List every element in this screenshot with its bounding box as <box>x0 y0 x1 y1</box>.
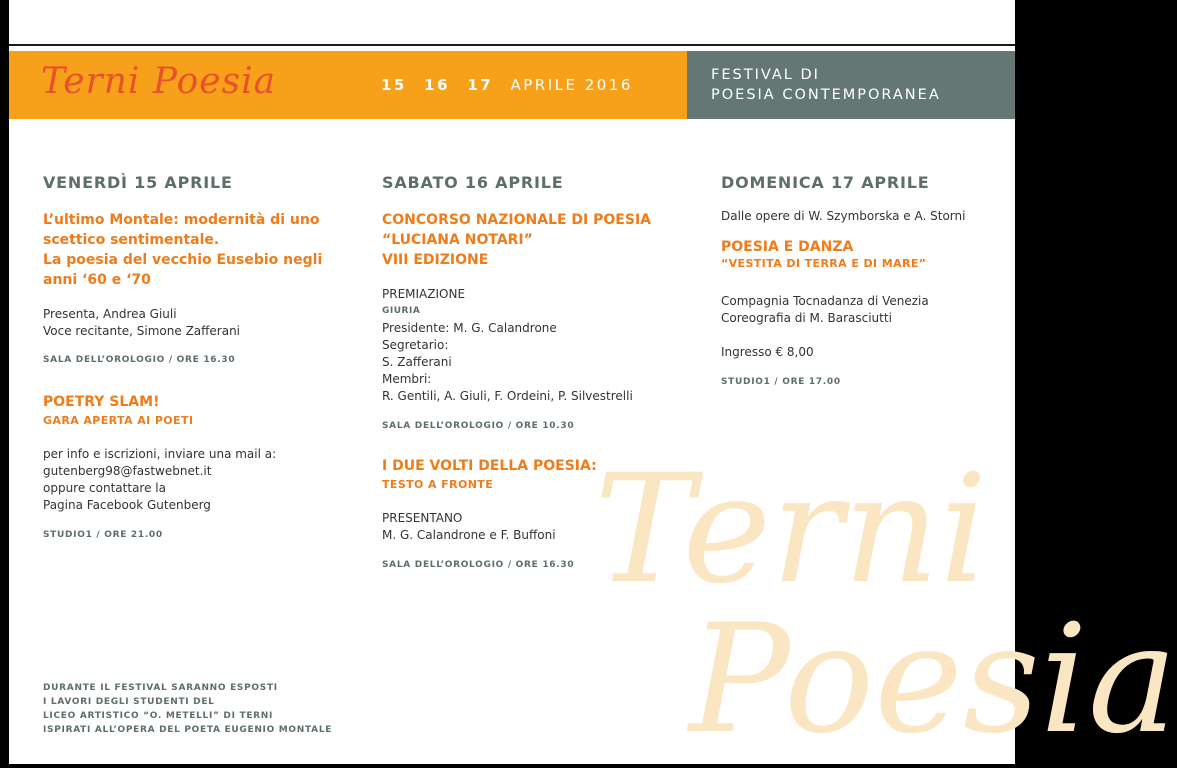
jury-list <box>382 320 692 405</box>
body-line: oppure contattare la <box>43 481 166 495</box>
event-description <box>382 510 692 544</box>
header-grey-panel <box>687 51 1015 119</box>
event-venue: SALA DELL’OROLOGIO / ORE 16.30 <box>43 355 236 365</box>
saturday-column <box>382 173 692 570</box>
event-title-line: La poesia del vecchio Eusebio negli <box>43 252 323 268</box>
body-line: Pagina Facebook Gutenberg <box>43 498 211 512</box>
event-venue: SALA DELL’OROLOGIO / ORE 16.30 <box>382 560 575 570</box>
exhibition-note <box>43 681 332 737</box>
note-line: I LAVORI DEGLI STUDENTI DEL <box>43 697 215 707</box>
header-orange-panel <box>9 51 687 119</box>
day-heading: DOMENICA 17 APRILE <box>721 173 930 192</box>
event-description <box>43 306 353 340</box>
note-line: DURANTE IL FESTIVAL SARANNO ESPOSTI <box>43 683 278 693</box>
premiazione-label: PREMIAZIONE <box>382 287 466 301</box>
event-description <box>43 446 353 514</box>
event-venue: STUDIO1 / ORE 21.00 <box>43 530 163 540</box>
festival-line: POESIA CONTEMPORANEA <box>711 87 941 103</box>
body-line: Segretario: <box>382 338 449 352</box>
festival-subtitle <box>711 65 941 105</box>
festival-dates <box>381 76 633 94</box>
event-venue: SALA DELL’OROLOGIO / ORE 10.30 <box>382 421 575 431</box>
event-title: POESIA E DANZA <box>721 239 854 255</box>
month-year: APRILE 2016 <box>510 76 633 94</box>
date-16: 16 <box>424 76 451 94</box>
top-blank-bar <box>9 0 1015 46</box>
body-line: PRESENTANO <box>382 511 463 525</box>
body-line: S. Zafferani <box>382 355 452 369</box>
sunday-column <box>721 173 1031 387</box>
body-line: Presidente: M. G. Calandrone <box>382 321 557 335</box>
event-title <box>43 210 353 290</box>
watermark-line: Terni <box>594 443 988 617</box>
date-17: 17 <box>467 76 494 94</box>
event-title: POETRY SLAM! <box>43 394 160 410</box>
ticket-price: Ingresso € 8,00 <box>721 345 814 359</box>
body-line: Coreografia di M. Barasciutti <box>721 311 892 325</box>
event-title-line: scettico sentimentale. <box>43 232 220 248</box>
day-heading: SABATO 16 APRILE <box>382 173 564 192</box>
event-subtitle: TESTO A FRONTE <box>382 478 494 491</box>
event-subtitle: GARA APERTA AI POETI <box>43 414 194 427</box>
friday-column <box>43 173 353 540</box>
date-15: 15 <box>381 76 407 94</box>
poster-page <box>9 0 1177 767</box>
jury-label: GIURIA <box>382 306 421 316</box>
body-line: per info e iscrizioni, inviare una mail a: <box>43 447 277 461</box>
event-description <box>721 293 1031 327</box>
email-address: gutenberg98@fastwebnet.it <box>43 464 212 478</box>
event-title: I DUE VOLTI DELLA POESIA: <box>382 458 597 474</box>
event-intro: Dalle opere di W. Szymborska e A. Storni <box>721 209 966 223</box>
event-subtitle: “VESTITA DI TERRA E DI MARE” <box>721 257 927 270</box>
festival-line: FESTIVAL DI <box>711 67 820 83</box>
event-title-line: anni ‘60 e ‘70 <box>43 272 151 288</box>
body-line: Presenta, Andrea Giuli <box>43 307 177 321</box>
event-title-line: “LUCIANA NOTARI” <box>382 232 533 248</box>
header-band <box>9 51 1015 119</box>
event-venue: STUDIO1 / ORE 17.00 <box>721 377 841 387</box>
event-title <box>382 210 692 270</box>
event-title-line: VIII EDIZIONE <box>382 252 489 268</box>
event-title-line: L’ultimo Montale: modernità di uno <box>43 212 320 228</box>
body-line: M. G. Calandrone e F. Buffoni <box>382 528 556 542</box>
body-line: Voce recitante, Simone Zafferani <box>43 324 241 338</box>
body-line: Membri: <box>382 372 432 386</box>
event-title-line: CONCORSO NAZIONALE DI POESIA <box>382 212 651 228</box>
day-heading: VENERDÌ 15 APRILE <box>43 173 233 192</box>
note-line: ISPIRATI ALL’OPERA DEL POETA EUGENIO MONTALE <box>43 725 333 735</box>
watermark-line: Poesia <box>689 593 1177 767</box>
terni-poesia-logo: Terni Poesia <box>41 61 277 102</box>
body-line: R. Gentili, A. Giuli, F. Ordeini, P. Silvestrelli <box>382 389 633 403</box>
body-line: Compagnia Tocnadanza di Venezia <box>721 294 929 308</box>
note-line: LICEO ARTISTICO “O. METELLI” DI TERNI <box>43 711 274 721</box>
